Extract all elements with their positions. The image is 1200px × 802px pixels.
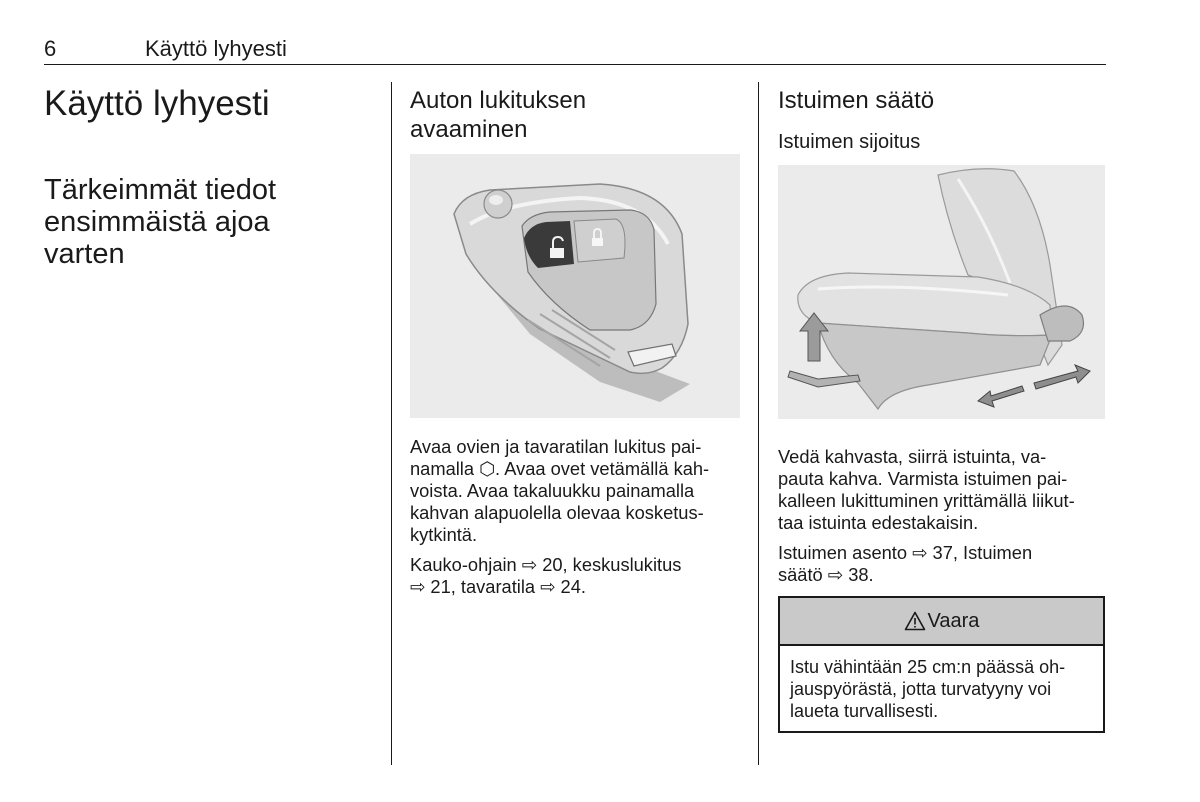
warning-body [790,656,1100,722]
cross-reference-line[interactable]: Kauko-ohjain ⇨ 20, keskuslukitus [410,554,682,575]
text-line: taa istuinta edestakaisin. [778,512,979,533]
unlock-heading-line: avaaminen [410,116,528,143]
unlock-references [410,554,740,598]
unlock-heading [410,86,740,144]
chapter-title: Käyttö lyhyesti [44,84,270,123]
text-line: Avaa ovien ja tavaratilan lukitus pai- [410,436,702,457]
seat-references [778,542,1105,586]
text-line: jauspyörästä, jotta turvatyyny voi [790,679,1052,699]
warning-triangle-icon [904,611,926,631]
page-number: 6 [44,36,57,61]
column-divider-2 [758,82,759,765]
cross-reference-line[interactable]: Istuimen asento ⇨ 37, Istuimen [778,542,1033,563]
warning-title: Vaara [927,609,980,632]
text-line: laueta turvallisesti. [790,701,939,721]
header-rule [44,64,1106,65]
unlock-heading-line: Auton lukituksen [410,87,587,114]
warning-box [778,596,1105,733]
column-divider-1 [391,82,392,765]
warning-header [780,598,1103,646]
key-ring-stud-highlight [489,195,503,205]
text-line: Vedä kahvasta, siirrä istuinta, va- [778,446,1047,467]
key-fob-illustration [410,154,740,418]
running-header: Käyttö lyhyesti [145,36,287,61]
section-title [44,174,374,270]
seat-heading: Istuimen säätö [778,87,935,114]
text-line: Istu vähintään 25 cm:n päässä oh- [790,657,1066,677]
seat-adjustment-illustration [778,165,1105,419]
seat-subheading: Istuimen sijoitus [778,131,921,153]
text-line: pauta kahva. Varmista istuimen pai- [778,468,1068,489]
text-line: namalla ⬡. Avaa ovet vetämällä kah- [410,458,710,479]
cross-reference-line[interactable]: ⇨ 21, tavaratila ⇨ 24. [410,576,586,597]
recline-lever [1040,306,1084,341]
section-title-line: varten [44,238,125,270]
cross-reference-line[interactable]: säätö ⇨ 38. [778,564,874,585]
unlock-instructions [410,436,740,546]
seat-instructions [778,446,1105,534]
section-title-line: Tärkeimmät tiedot [44,174,277,206]
section-title-line: ensimmäistä ajoa [44,206,270,238]
text-line: kytkintä. [410,524,478,545]
text-line: kalleen lukittuminen yrittämällä liikut- [778,490,1075,511]
text-line: kahvan alapuolella olevaa kosketus- [410,502,704,523]
text-line: voista. Avaa takaluukku painamalla [410,480,695,501]
